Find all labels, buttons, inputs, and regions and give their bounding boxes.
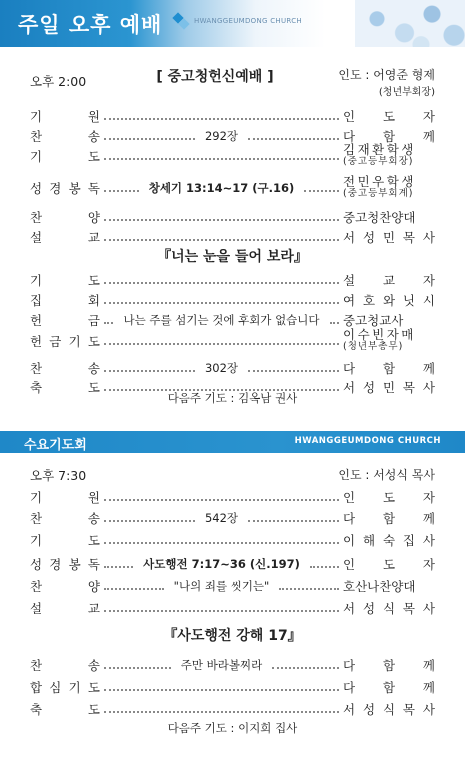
sunday-leader-role: (청년부회장) [378, 87, 435, 98]
program-item-person [343, 700, 435, 718]
program-item-person [343, 509, 435, 527]
program-item-person [343, 599, 435, 617]
program-item-label [30, 678, 100, 696]
person-char: 함 [382, 510, 396, 526]
program-item-person [343, 531, 435, 549]
person-name: 전민우학생 [343, 174, 416, 190]
program-row [30, 699, 435, 718]
label-char: 봉 [68, 180, 81, 196]
label-char: 설 [30, 600, 43, 616]
person-char: 호 [362, 292, 376, 308]
dot-leader [104, 118, 339, 120]
label-char: 도 [87, 379, 100, 395]
program-item-label [30, 107, 100, 125]
wednesday-sermon-title: 『사도행전 강해 17』 [163, 628, 302, 644]
person-char: 서 [343, 701, 356, 717]
label-char: 송 [87, 510, 100, 526]
program-item-label [30, 127, 100, 145]
sunday-service-title: [ 중고청헌신예배 ] [156, 69, 274, 85]
flower-decoration [355, 0, 465, 47]
program-item-label [30, 271, 100, 289]
program-row [30, 530, 435, 549]
person-role: (청년부총무) [343, 341, 404, 353]
sunday-leader-name: 인도 : 어영준 형제 [338, 68, 435, 82]
program-item-label [30, 359, 100, 377]
program-item-person [343, 359, 435, 377]
wednesday-band [0, 431, 465, 453]
label-char: 도 [87, 701, 100, 717]
label-char: 송 [87, 128, 100, 144]
person-char: 도 [382, 489, 396, 505]
person-char: 사 [422, 532, 435, 548]
person-char: 설 [343, 272, 356, 288]
label-char: 합 [30, 679, 43, 695]
dot-leader [104, 239, 339, 241]
program-item-detail: 주만 바라볼찌라 [180, 657, 263, 672]
person-text: 호산나찬양대 [343, 578, 416, 594]
person-char: 성 [362, 600, 376, 616]
person-char: 함 [382, 657, 396, 673]
dot-leader [248, 138, 339, 140]
dot-leader [104, 588, 164, 590]
sunday-time: 오후 2:00 [30, 74, 87, 89]
person-char: 해 [362, 532, 376, 548]
person-char: 자 [422, 108, 435, 124]
label-char: 성 [30, 180, 43, 196]
person-char: 인 [343, 489, 356, 505]
person-char: 사 [422, 600, 435, 616]
person-char: 자 [422, 556, 435, 572]
wednesday-time: 오후 7:30 [30, 468, 87, 483]
program-item-label [30, 179, 100, 197]
person-char: 목 [402, 229, 415, 245]
program-row [30, 227, 435, 246]
program-row [30, 174, 435, 200]
label-char: 송 [87, 657, 100, 673]
person-char: 사 [422, 229, 435, 245]
label-char: 독 [87, 556, 100, 572]
program-item-label [30, 599, 100, 617]
program-row [30, 327, 435, 353]
person-char: 인 [343, 108, 356, 124]
program-row [30, 677, 435, 696]
dot-leader [304, 190, 339, 192]
program-item-label [30, 509, 100, 527]
page-title: 주일 오후 예배 [18, 13, 163, 37]
dot-leader [104, 711, 339, 713]
label-char: 기 [30, 108, 43, 124]
label-char: 독 [87, 180, 100, 196]
program-row [30, 487, 435, 506]
program-item-label [30, 311, 100, 329]
program-row [30, 598, 435, 617]
label-char: 기 [30, 272, 43, 288]
dot-leader [330, 322, 339, 324]
label-char: 경 [49, 180, 62, 196]
person-text: 중고청찬양대 [343, 209, 416, 225]
dot-leader [104, 689, 339, 691]
person-char: 식 [382, 600, 396, 616]
dot-leader [104, 302, 339, 304]
program-item-label [30, 291, 100, 309]
person-char: 목 [402, 600, 415, 616]
person-char: 목 [402, 701, 415, 717]
label-char: 송 [87, 360, 100, 376]
label-char: 기 [68, 333, 81, 349]
program-item-label [30, 147, 100, 165]
label-char: 설 [30, 229, 43, 245]
dot-leader [104, 282, 339, 284]
dot-leader [310, 566, 339, 568]
label-char: 기 [68, 679, 81, 695]
person-char: 께 [422, 657, 435, 673]
program-item-person [343, 555, 435, 573]
sunday-leader [338, 66, 435, 98]
person-char: 식 [382, 701, 396, 717]
person-char: 사 [422, 379, 435, 395]
person-char: 께 [422, 128, 435, 144]
label-char: 찬 [30, 510, 43, 526]
person-char: 성 [362, 701, 376, 717]
header-band [0, 0, 465, 47]
person-char: 께 [422, 510, 435, 526]
dot-leader [104, 190, 139, 192]
label-char: 찬 [30, 657, 43, 673]
label-char: 헌 [30, 333, 43, 349]
program-item-detail: 302장 [204, 360, 239, 375]
program-item-label [30, 555, 100, 573]
wednesday-next-prayer: 다음주 기도 : 이지희 집사 [167, 721, 298, 735]
dot-leader [104, 566, 133, 568]
program-item-label [30, 577, 100, 595]
program-row [30, 576, 435, 595]
label-char: 기 [30, 532, 43, 548]
label-char: 찬 [30, 209, 43, 225]
program-item-person [343, 271, 435, 289]
dot-leader [104, 219, 339, 221]
label-char: 축 [30, 701, 43, 717]
program-row [30, 358, 435, 377]
wednesday-leader: 인도 : 서성식 목사 [338, 468, 435, 482]
person-char: 사 [422, 701, 435, 717]
person-char: 교 [382, 272, 396, 288]
person-char: 함 [382, 360, 396, 376]
label-char: 헌 [30, 312, 43, 328]
person-char: 다 [343, 510, 356, 526]
person-char: 자 [422, 489, 435, 505]
label-char: 교 [87, 600, 100, 616]
program-item-person [343, 656, 435, 674]
person-char: 닛 [402, 292, 415, 308]
program-item-person [343, 175, 435, 199]
person-char: 이 [343, 532, 356, 548]
church-name: HWANGGEUMDONG CHURCH [194, 17, 302, 25]
dot-leader [279, 588, 339, 590]
person-char: 께 [422, 360, 435, 376]
program-item-person [343, 291, 435, 309]
program-item-person [343, 107, 435, 125]
label-char: 원 [87, 489, 100, 505]
person-char: 성 [362, 379, 376, 395]
label-char: 금 [87, 312, 100, 328]
person-char: 목 [402, 379, 415, 395]
person-name: 이수빈자매 [343, 327, 416, 343]
label-char: 기 [30, 148, 43, 164]
person-char: 인 [343, 556, 356, 572]
program-item-label [30, 332, 100, 350]
program-item-label [30, 228, 100, 246]
dot-leader [104, 499, 339, 501]
label-char: 축 [30, 379, 43, 395]
label-char: 성 [30, 556, 43, 572]
label-char: 교 [87, 229, 100, 245]
program-item-person [343, 143, 435, 167]
program-item-person [343, 311, 435, 329]
dot-leader [104, 158, 339, 160]
program-item-person [343, 678, 435, 696]
program-item-label [30, 488, 100, 506]
label-char: 양 [87, 578, 100, 594]
person-char: 다 [343, 657, 356, 673]
label-char: 도 [87, 333, 100, 349]
church-logo-icon [174, 14, 188, 28]
label-char: 경 [49, 556, 62, 572]
person-text: 중고청교사 [343, 312, 404, 328]
person-char: 함 [382, 128, 396, 144]
person-char: 서 [343, 229, 356, 245]
label-char: 도 [87, 272, 100, 288]
person-char: 시 [422, 292, 435, 308]
person-name: 김재환학생 [343, 142, 416, 158]
wednesday-band-church: HWANGGEUMDONG CHURCH [294, 436, 441, 446]
program-item-person [343, 488, 435, 506]
person-char: 다 [343, 128, 356, 144]
label-char: 양 [87, 209, 100, 225]
dot-leader [272, 667, 339, 669]
program-row [30, 142, 435, 168]
dot-leader [104, 343, 339, 345]
dot-leader [104, 322, 113, 324]
person-char: 집 [402, 532, 415, 548]
wednesday-band-title: 수요기도회 [24, 438, 87, 453]
program-row [30, 290, 435, 309]
person-char: 서 [343, 379, 356, 395]
label-char: 찬 [30, 578, 43, 594]
person-char: 도 [382, 108, 396, 124]
label-char: 회 [87, 292, 100, 308]
program-row [30, 554, 435, 573]
program-row [30, 106, 435, 125]
label-char: 찬 [30, 128, 43, 144]
label-char: 금 [49, 333, 62, 349]
program-row [30, 310, 435, 329]
dot-leader [248, 520, 339, 522]
label-char: 찬 [30, 360, 43, 376]
person-char: 여 [343, 292, 356, 308]
program-item-detail: 292장 [204, 128, 239, 143]
person-char: 다 [343, 360, 356, 376]
church-logo [174, 14, 302, 28]
dot-leader [104, 138, 195, 140]
label-char: 집 [30, 292, 43, 308]
program-row [30, 508, 435, 527]
dot-leader [104, 610, 339, 612]
program-item-label [30, 700, 100, 718]
label-char: 도 [87, 679, 100, 695]
program-item-detail: 사도행전 7:17~36 (신.197) [143, 556, 300, 571]
program-item-detail: 나는 주를 섬기는 것에 후회가 없습니다 [123, 312, 320, 327]
dot-leader [104, 542, 339, 544]
program-item-person [343, 577, 435, 595]
person-char: 숙 [382, 532, 396, 548]
program-item-person [343, 208, 435, 226]
person-char: 성 [362, 229, 376, 245]
program-row [30, 207, 435, 226]
person-char: 민 [382, 229, 396, 245]
dot-leader [104, 370, 195, 372]
program-item-detail: "나의 죄를 씻기는" [173, 578, 270, 593]
program-item-label [30, 208, 100, 226]
program-row [30, 655, 435, 674]
label-char: 기 [30, 489, 43, 505]
program-item-label [30, 531, 100, 549]
program-item-person [343, 228, 435, 246]
program-item-person [343, 328, 435, 352]
person-role: (중고등부회장) [343, 156, 414, 168]
person-char: 다 [343, 679, 356, 695]
person-char: 서 [343, 600, 356, 616]
sunday-sermon-title: 『너는 눈을 들어 보라』 [157, 249, 308, 265]
person-char: 민 [382, 379, 396, 395]
label-char: 원 [87, 108, 100, 124]
person-char: 함 [382, 679, 396, 695]
person-char: 께 [422, 679, 435, 695]
label-char: 봉 [68, 556, 81, 572]
label-char: 도 [87, 148, 100, 164]
person-role: (중고등부회계) [343, 188, 414, 200]
dot-leader [104, 520, 195, 522]
program-item-detail: 창세기 13:14~17 (구.16) [148, 180, 295, 195]
person-char: 도 [382, 556, 396, 572]
person-char: 자 [422, 272, 435, 288]
program-item-label [30, 656, 100, 674]
person-char: 와 [382, 292, 396, 308]
program-row [30, 270, 435, 289]
program-item-detail: 542장 [204, 510, 239, 525]
label-char: 심 [49, 679, 62, 695]
sunday-next-prayer: 다음주 기도 : 김옥남 권사 [167, 391, 298, 405]
dot-leader [104, 667, 171, 669]
dot-leader [248, 370, 339, 372]
label-char: 도 [87, 532, 100, 548]
